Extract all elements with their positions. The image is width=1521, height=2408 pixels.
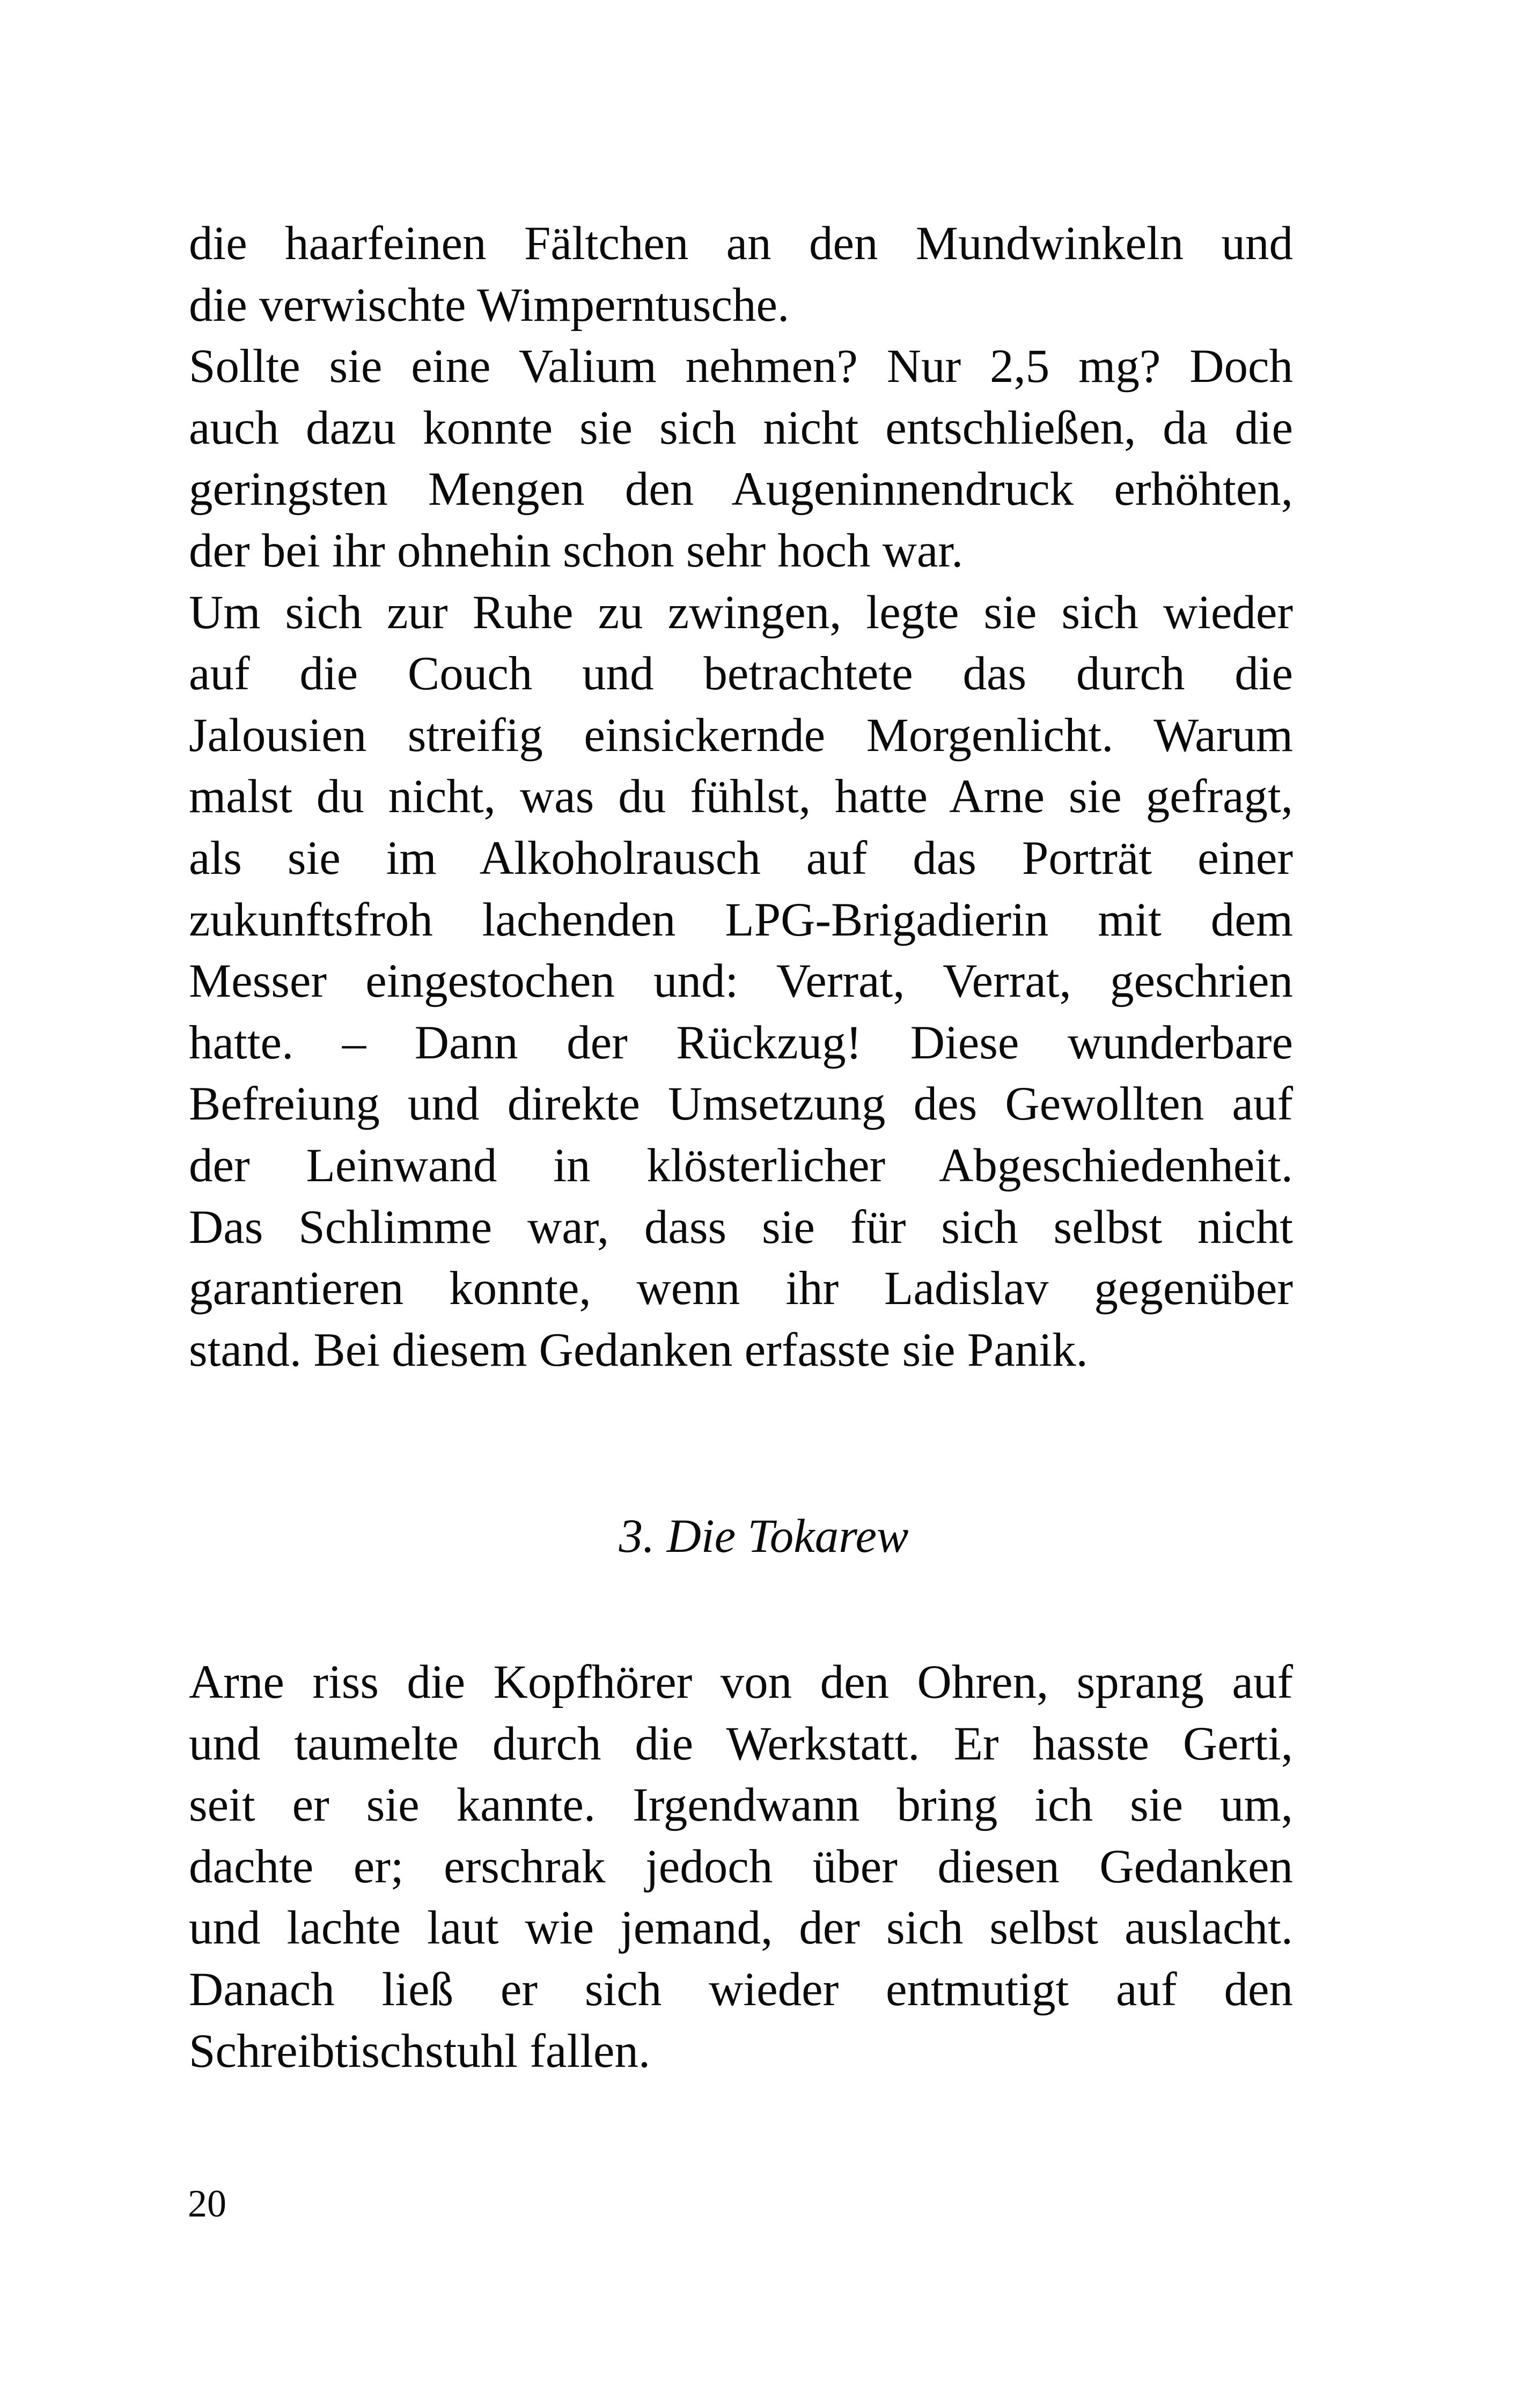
text-line: Befreiung und direkte Umsetzung des Gewollten auf [189,1078,1293,1131]
text-line: als sie im Alkoholrausch auf das Porträt einer [189,831,1293,885]
text-line: seit er sie kannte. Irgendwann bring ich sie um, [189,1779,1293,1832]
text-line: malst du nicht, was du fühlst, hatte Arne sie gefragt, [189,770,1293,823]
text-line: dachte er; erschrak jedoch über diesen Gedanken [189,1840,1293,1893]
text-line: zukunftsfroh lachenden LPG-Brigadierin mit dem [189,893,1293,946]
text-line: die haarfeinen Fältchen an den Mundwinkeln und [189,217,1293,270]
chapter-heading: 3. Die Tokarew [619,1510,909,1563]
text-line: die verwischte Wimperntusche. [189,278,790,332]
text-line: Um sich zur Ruhe zu zwingen, legte sie sich wieder [189,586,1293,639]
text-line: garantieren konnte, wenn ihr Ladislav gegenüber [189,1262,1293,1315]
text-line: Arne riss die Kopfhörer von den Ohren, sprang auf [189,1656,1293,1709]
text-line: geringsten Mengen den Augeninnendruck erhöhten, [189,463,1293,516]
text-line: hatte. – Dann der Rückzug! Diese wunderbare [189,1016,1293,1069]
body-text-section-2 [189,1652,1293,2082]
page-number: 20 [188,2182,226,2225]
text-line: Sollte sie eine Valium nehmen? Nur 2,5 mg? Doch [189,340,1293,393]
text-line: Jalousien streifig einsickernde Morgenlicht. Warum [189,709,1293,762]
text-line: Schreibtischstuhl fallen. [189,2024,651,2078]
text-line: und taumelte durch die Werkstatt. Er hasste Gerti, [189,1717,1293,1770]
text-line: Messer eingestochen und: Verrat, Verrat, geschrien [189,955,1293,1008]
text-line: auf die Couch und betrachtete das durch die [189,647,1293,701]
text-line: Danach ließ er sich wieder entmutigt auf den [189,1963,1293,2016]
text-line: auch dazu konnte sie sich nicht entschließen, da die [189,401,1293,454]
text-line: stand. Bei diesem Gedanken erfasste sie Panik. [189,1323,1088,1376]
text-line: und lachte laut wie jemand, der sich selbst auslacht. [189,1902,1293,1955]
text-line: der bei ihr ohnehin schon sehr hoch war. [189,524,964,577]
text-line: Das Schlimme war, dass sie für sich selbst nicht [189,1201,1293,1254]
text-line: der Leinwand in klösterlicher Abgeschiedenheit. [189,1139,1293,1192]
body-text-section-1 [189,213,1293,1381]
